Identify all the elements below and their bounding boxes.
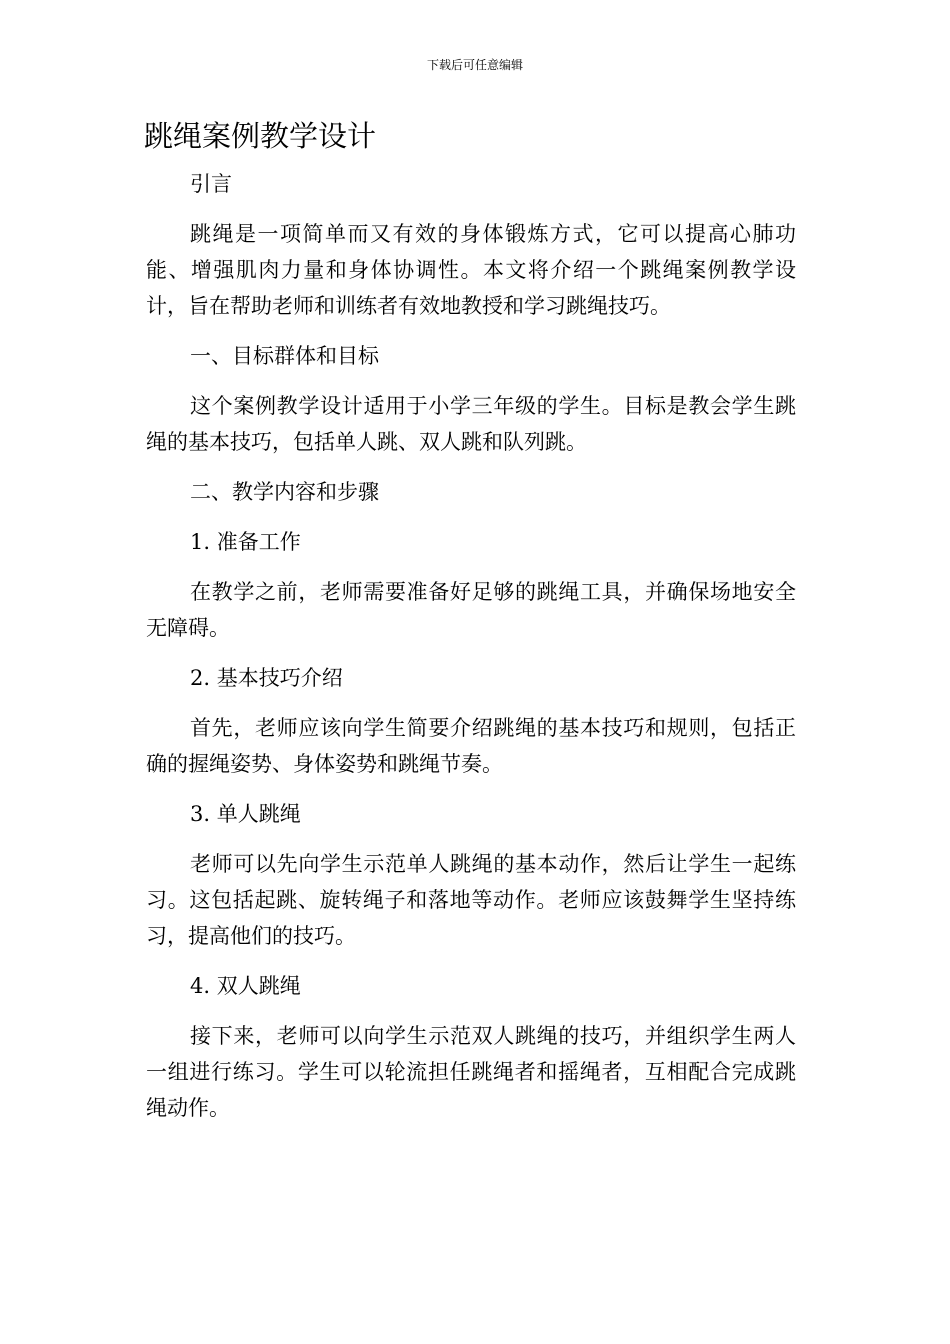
subsection-heading: 2. 基本技巧介绍 xyxy=(190,666,343,690)
header-note: 下载后可任意编辑 xyxy=(426,58,523,72)
paragraph: 在教学之前，老师需要准备好足够的跳绳工具，并确保场地安全无障碍。 xyxy=(146,580,796,640)
subsection-heading: 1. 准备工作 xyxy=(190,530,301,554)
document-title: 跳绳案例教学设计 xyxy=(144,119,377,153)
paragraph: 老师可以先向学生示范单人跳绳的基本动作，然后让学生一起练习。这包括起跳、旋转绳子和落地等动作。老师应该鼓舞学生坚持练习，提高他们的技巧。 xyxy=(146,852,796,948)
section-heading-intro: 引言 xyxy=(190,172,232,196)
document-body xyxy=(146,166,796,1140)
subsection-heading: 3. 单人跳绳 xyxy=(190,802,301,826)
paragraph: 首先，老师应该向学生简要介绍跳绳的基本技巧和规则，包括正确的握绳姿势、身体姿势和跳绳节奏。 xyxy=(146,716,796,776)
paragraph: 跳绳是一项简单而又有效的身体锻炼方式，它可以提高心肺功能、增强肌肉力量和身体协调性。本文将介绍一个跳绳案例教学设计，旨在帮助老师和训练者有效地教授和学习跳绳技巧。 xyxy=(146,222,796,318)
paragraph: 接下来，老师可以向学生示范双人跳绳的技巧，并组织学生两人一组进行练习。学生可以轮流担任跳绳者和摇绳者，互相配合完成跳绳动作。 xyxy=(146,1024,796,1120)
subsection-heading: 4. 双人跳绳 xyxy=(190,974,301,998)
section-heading: 一、目标群体和目标 xyxy=(190,344,379,368)
section-heading: 二、教学内容和步骤 xyxy=(190,480,379,504)
paragraph: 这个案例教学设计适用于小学三年级的学生。目标是教会学生跳绳的基本技巧，包括单人跳、双人跳和队列跳。 xyxy=(146,394,796,454)
